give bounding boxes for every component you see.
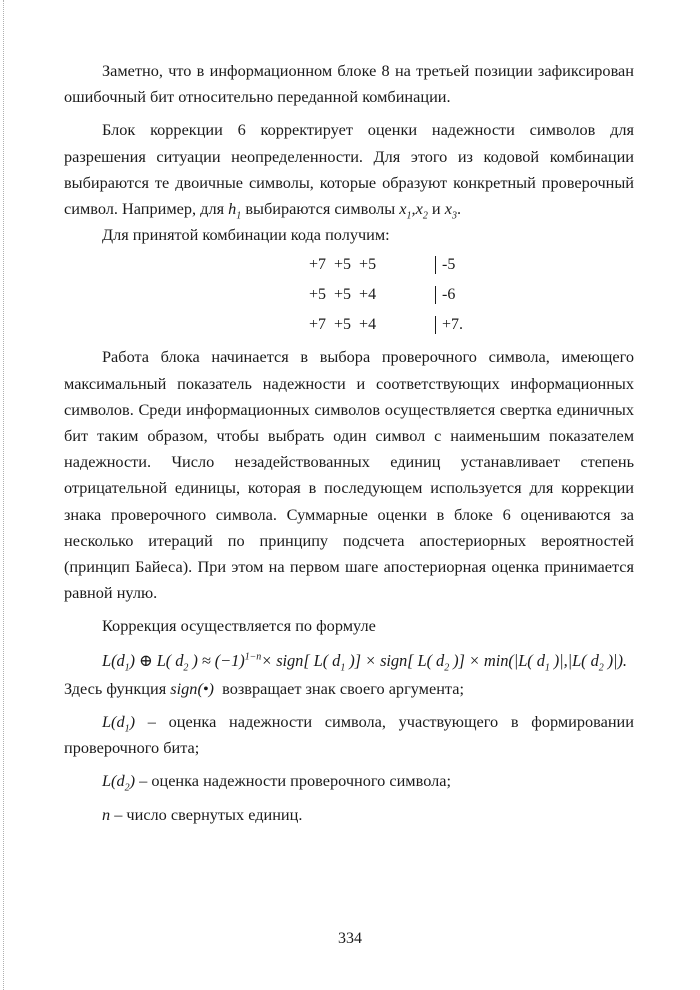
paragraph-block-operation: Работа блока начинается в выбора проверочного символа, имеющего максимальный показатель надежности и соответствующих информационных символов. Среди информационных символов осуществляется свертка единичных бит таким образом, чтобы выбрать один символ с наименьшим показателем надежности. Число незадействованных единиц устанавливает степень отрицательной единицы, которая в последующем используется для коррекции знака проверочного символа. Суммарные оценки в блоке 6 оцениваются за несколько итераций по принципу подсчета апостериорных вероятностей (принцип Байеса). При этом на первом шаге апостериорная оценка принимается равной нулю.	[64, 347, 634, 603]
matrix-row	[309, 250, 634, 280]
paragraph-error-bit: Заметно, что в информационном блоке 8 на третьей позиции зафиксирован ошибочный бит относительно переданной комбинации.	[64, 61, 634, 107]
page-edge	[3, 0, 4, 990]
p2-mid: выбираются символы	[245, 199, 396, 219]
d2-symbol: $L(d_2)$	[102, 771, 136, 794]
document-page	[64, 58, 634, 828]
page-number: 334	[338, 930, 362, 947]
matrix-values: +5 +5 +4	[309, 286, 377, 304]
boxplus-operator: ⊕	[138, 650, 153, 670]
definition-d1: $L(d_1)$ – оценка надежности символа, участвующего в формировании проверочного бита;	[64, 712, 634, 758]
matrix-check: +7.	[435, 316, 463, 334]
matrix-row	[309, 280, 634, 310]
x3-symbol: $x_3$	[444, 199, 457, 222]
paragraph-formula-intro: Коррекция осуществляется по формуле	[102, 616, 376, 636]
reliability-matrix	[309, 250, 634, 340]
matrix-row	[309, 310, 634, 340]
paragraph-received-combination: Для принятой комбинации кода получим:	[102, 225, 390, 245]
definition-d2: $L(d_2)$ – оценка надежности проверочного символа;	[102, 771, 451, 794]
matrix-check: -6	[435, 286, 455, 304]
h1-symbol: $h_1$	[228, 199, 242, 222]
sign-function: sign(•)	[170, 678, 214, 698]
matrix-check: -5	[435, 256, 455, 274]
p2-text: Блок коррекции 6 корректирует оценки надежности символов для разрешения ситуации неопределенности. Для этого из кодовой комбинации выбираются те двоичные символы, которые образуют конкретный проверочный символ. Например, для	[64, 120, 634, 219]
matrix-values: +7 +5 +4	[309, 316, 377, 334]
correction-formula: $L(d_1)$ ⊕ L( $d_2$ ) ≈ $(-1)^{1-n}\times$ sign[ L( $d_1$ )] × sign[ L( $d_2$ )] × min(|L( $d_1$ )|,|L( $d_2$ )|).	[102, 650, 627, 673]
d1-symbol: $L(d_1)$	[102, 712, 136, 735]
n-symbol: n	[102, 804, 111, 824]
definition-sign: Здесь функция sign(•) возвращает знак своего аргумента;	[64, 678, 464, 698]
and-word: и	[431, 199, 441, 219]
definition-n: n – число свернутых единиц.	[102, 804, 303, 824]
paragraph-correction-block: Блок коррекции 6 корректирует оценки надежности символов для разрешения ситуации неопределенности. Для этого из кодовой комбинации выбираются те двоичные символы, которые образуют конкретный проверочный символ. Например, для $h_1$ выбираются символы $x_1,x_2$ и $x_3$.	[64, 120, 634, 222]
matrix-values: +7 +5 +5	[309, 256, 377, 274]
x-symbols: $x_1,x_2$	[399, 199, 428, 222]
